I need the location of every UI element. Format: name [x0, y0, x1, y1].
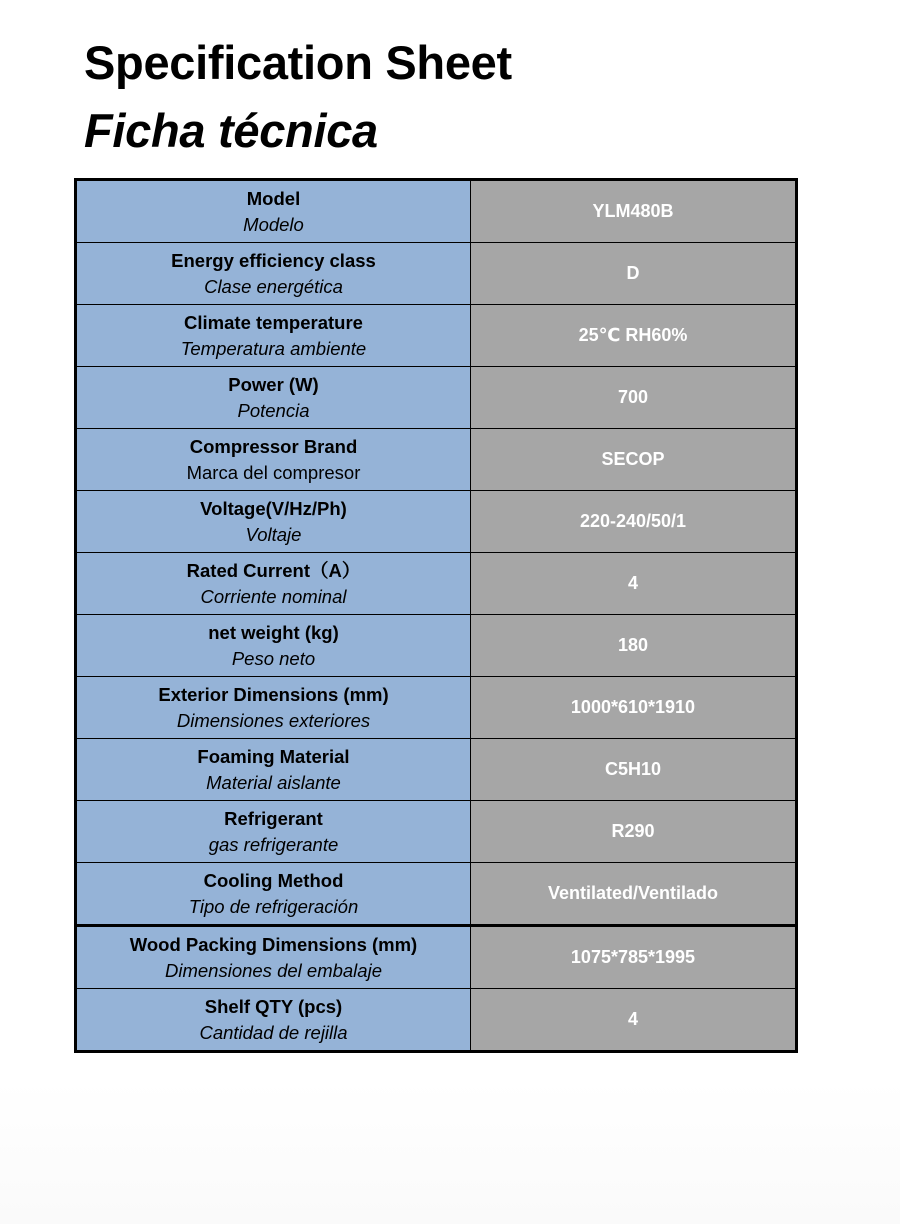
table-row [76, 429, 797, 491]
row-value: YLM480B [471, 180, 797, 243]
row-value: C5H10 [471, 739, 797, 801]
row-label-cell [76, 305, 471, 367]
row-label-cell [76, 863, 471, 926]
row-label-es: Tipo de refrigeración [188, 895, 359, 917]
row-label-en: Wood Packing Dimensions (mm) [129, 933, 418, 955]
row-value: 1075*785*1995 [471, 926, 797, 989]
row-label-es: Corriente nominal [200, 585, 347, 607]
table-row [76, 801, 797, 863]
row-label-es: gas refrigerante [208, 833, 339, 855]
row-label-cell [76, 615, 471, 677]
table-row [76, 180, 797, 243]
row-value: SECOP [471, 429, 797, 491]
row-label-cell [76, 553, 471, 615]
row-label-es: Dimensiones exteriores [176, 709, 371, 731]
row-label-es: Potencia [237, 399, 310, 421]
row-label-cell [76, 677, 471, 739]
row-label-cell [76, 739, 471, 801]
row-value: 1000*610*1910 [471, 677, 797, 739]
row-label-es: Clase energética [204, 275, 343, 297]
row-label-en: Foaming Material [197, 745, 350, 767]
table-row [76, 926, 797, 989]
table-row [76, 615, 797, 677]
table-row [76, 553, 797, 615]
row-value: 4 [471, 553, 797, 615]
row-label-cell [76, 243, 471, 305]
row-label-en: Climate temperature [184, 311, 363, 333]
table-row [76, 491, 797, 553]
row-label-en: Exterior Dimensions (mm) [158, 683, 389, 705]
row-label-es: Cantidad de rejilla [199, 1021, 348, 1043]
row-label-es: Modelo [243, 213, 304, 235]
row-label-es: Voltaje [245, 523, 302, 545]
row-label-en: net weight (kg) [208, 621, 339, 643]
table-row [76, 739, 797, 801]
row-label-es: Material aislante [206, 771, 341, 793]
row-label-es: Dimensiones del embalaje [165, 959, 382, 981]
row-label-en: Refrigerant [224, 807, 323, 829]
page-background [0, 1080, 900, 1224]
row-value: 25℃ RH60% [471, 305, 797, 367]
row-label-cell [76, 926, 471, 989]
table-row [76, 243, 797, 305]
table-row [76, 989, 797, 1052]
row-label-en: Voltage(V/Hz/Ph) [200, 497, 347, 519]
row-label-cell [76, 801, 471, 863]
row-label-en: Energy efficiency class [171, 249, 376, 271]
row-value: D [471, 243, 797, 305]
row-label-en: Model [246, 187, 301, 209]
row-value: 4 [471, 989, 797, 1052]
row-label-en: Cooling Method [203, 869, 344, 891]
spec-table [74, 178, 798, 1053]
row-label-en: Shelf QTY (pcs) [204, 995, 343, 1017]
row-label-es: Peso neto [231, 647, 316, 669]
table-row [76, 305, 797, 367]
page-title: Specification Sheet [84, 36, 512, 89]
table-row [76, 367, 797, 429]
row-label-cell [76, 180, 471, 243]
row-value: 700 [471, 367, 797, 429]
row-value: Ventilated/Ventilado [471, 863, 797, 926]
row-label-es: Temperatura ambiente [180, 337, 367, 359]
table-row [76, 863, 797, 926]
row-label-en: Rated Current（A） [186, 559, 361, 581]
table-row [76, 677, 797, 739]
row-value: 180 [471, 615, 797, 677]
row-label-es: Marca del compresor [186, 461, 361, 483]
row-label-cell [76, 989, 471, 1052]
page-subtitle: Ficha técnica [84, 104, 378, 157]
row-label-cell [76, 429, 471, 491]
row-value: 220-240/50/1 [471, 491, 797, 553]
row-label-cell [76, 367, 471, 429]
row-value: R290 [471, 801, 797, 863]
row-label-en: Compressor Brand [189, 435, 358, 457]
row-label-cell [76, 491, 471, 553]
row-label-en: Power (W) [228, 373, 319, 395]
